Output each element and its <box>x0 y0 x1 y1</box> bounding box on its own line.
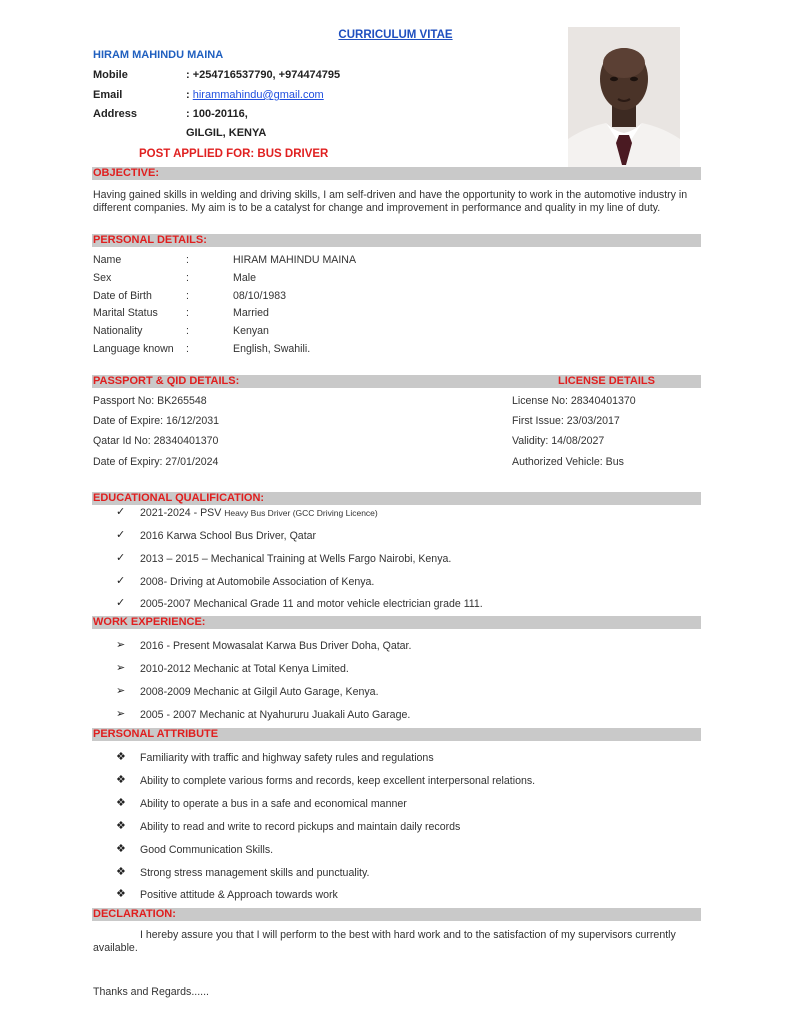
education-item: 2008- Driving at Automobile Association of Kenya. <box>140 576 375 588</box>
check-icon: ✓ <box>116 506 126 518</box>
personal-value: Married <box>233 307 269 319</box>
personal-value: English, Swahili. <box>233 343 311 355</box>
attribute-item: Good Communication Skills. <box>140 844 274 856</box>
contact-label-email: Email <box>93 89 123 101</box>
attribute-item: Ability to read and write to record pickups and maintain daily records <box>140 821 461 833</box>
check-icon: ✓ <box>116 575 126 587</box>
closing-text: Thanks and Regards...... <box>93 986 210 998</box>
check-icon: ✓ <box>116 597 126 609</box>
contact-label-address: Address <box>93 108 138 120</box>
personal-label: Language known <box>93 343 174 355</box>
passport-item: Date of Expiry: 27/01/2024 <box>93 456 219 468</box>
license-item: Authorized Vehicle: Bus <box>512 456 624 468</box>
education-item: 2005-2007 Mechanical Grade 11 and motor vehicle electrician grade 111. <box>140 598 483 610</box>
section-heading-personal-details: PERSONAL DETAILS: <box>93 234 207 246</box>
section-heading-work: WORK EXPERIENCE: <box>93 616 206 628</box>
section-bar-passport-license <box>92 375 701 388</box>
attribute-item: Strong stress management skills and punctuality. <box>140 867 370 879</box>
work-item: 2008-2009 Mechanic at Gilgil Auto Garage, Kenya. <box>140 686 379 698</box>
attribute-item: Familiarity with traffic and highway safety rules and regulations <box>140 752 434 764</box>
education-item-note: Heavy Bus Driver (GCC Driving Licence) <box>224 508 378 518</box>
section-heading-declaration: DECLARATION: <box>93 908 176 920</box>
section-bar-objective <box>92 167 701 180</box>
diamond-icon: ❖ <box>116 797 126 809</box>
personal-colon: : <box>186 254 189 266</box>
personal-colon: : <box>186 307 189 319</box>
contact-value-email <box>186 89 324 101</box>
attribute-item: Ability to operate a bus in a safe and economical manner <box>140 798 407 810</box>
diamond-icon: ❖ <box>116 866 126 878</box>
arrow-icon: ➢ <box>116 662 126 674</box>
contact-value-city: GILGIL, KENYA <box>186 127 267 139</box>
objective-text: Having gained skills in welding and driving skills, I am self-driven and have the opportunity to work in the automotive industry in different companies. My aim is to be a catalyst for change and improvement in performance and quality in my line of duty. <box>93 189 688 214</box>
arrow-icon: ➢ <box>116 639 126 651</box>
declaration-text: I hereby assure you that I will perform to the best with hard work and to the satisfaction of my supervisors currently available. <box>93 929 676 954</box>
section-heading-license: LICENSE DETAILS <box>558 375 655 387</box>
passport-item: Date of Expire: 16/12/2031 <box>93 415 220 427</box>
check-icon: ✓ <box>116 552 126 564</box>
contact-value-mobile: : +254716537790, +974474795 <box>186 69 341 81</box>
license-item: First Issue: 23/03/2017 <box>512 415 620 427</box>
profile-photo <box>568 27 680 167</box>
diamond-icon: ❖ <box>116 888 126 900</box>
personal-colon: : <box>186 290 189 302</box>
section-heading-objective: OBJECTIVE: <box>93 167 160 179</box>
license-item: Validity: 14/08/2027 <box>512 435 605 447</box>
personal-colon: : <box>186 272 189 284</box>
contact-value-address: : 100-20116, <box>186 108 248 120</box>
personal-value: Male <box>233 272 256 284</box>
arrow-icon: ➢ <box>116 685 126 697</box>
check-icon: ✓ <box>116 529 126 541</box>
work-item: 2010-2012 Mechanic at Total Kenya Limited. <box>140 663 349 675</box>
personal-value: 08/10/1983 <box>233 290 287 302</box>
candidate-name: HIRAM MAHINDU MAINA <box>93 49 224 61</box>
personal-value: Kenyan <box>233 325 269 337</box>
personal-colon: : <box>186 325 189 337</box>
diamond-icon: ❖ <box>116 820 126 832</box>
section-bar-education <box>92 492 701 505</box>
personal-label: Sex <box>93 272 112 284</box>
education-item: 2013 – 2015 – Mechanical Training at Wells Fargo Nairobi, Kenya. <box>140 553 452 565</box>
passport-item: Qatar Id No: 28340401370 <box>93 435 219 447</box>
email-link[interactable]: hirammahindu@gmail.com <box>192 89 324 101</box>
arrow-icon: ➢ <box>116 708 126 720</box>
section-bar-work <box>92 616 701 629</box>
personal-value: HIRAM MAHINDU MAINA <box>233 254 357 266</box>
license-item: License No: 28340401370 <box>512 395 636 407</box>
work-item: 2005 - 2007 Mechanic at Nyahururu Juakali Auto Garage. <box>140 709 411 721</box>
section-heading-attribute: PERSONAL ATTRIBUTE <box>93 728 219 740</box>
education-item-main: 2021-2024 - PSV <box>140 507 225 519</box>
work-item: 2016 - Present Mowasalat Karwa Bus Driver Doha, Qatar. <box>140 640 412 652</box>
education-item <box>140 507 378 519</box>
diamond-icon: ❖ <box>116 751 126 763</box>
email-prefix: : <box>186 89 193 101</box>
post-applied: POST APPLIED FOR: BUS DRIVER <box>139 148 329 160</box>
personal-label: Date of Birth <box>93 290 152 302</box>
attribute-item: Positive attitude & Approach towards work <box>140 889 338 901</box>
cv-title: CURRICULUM VITAE <box>338 29 453 41</box>
personal-colon: : <box>186 343 189 355</box>
section-bar-attribute <box>92 728 701 741</box>
section-heading-passport: PASSPORT & QID DETAILS: <box>93 375 240 387</box>
personal-label: Marital Status <box>93 307 158 319</box>
passport-item: Passport No: BK265548 <box>93 395 207 407</box>
contact-label-mobile: Mobile <box>93 69 128 81</box>
personal-label: Nationality <box>93 325 143 337</box>
education-item: 2016 Karwa School Bus Driver, Qatar <box>140 530 317 542</box>
personal-label: Name <box>93 254 122 266</box>
diamond-icon: ❖ <box>116 774 126 786</box>
section-heading-education: EDUCATIONAL QUALIFICATION: <box>93 492 265 504</box>
diamond-icon: ❖ <box>116 843 126 855</box>
section-bar-declaration <box>92 908 701 921</box>
section-bar-personal-details <box>92 234 701 247</box>
attribute-item: Ability to complete various forms and records, keep excellent interpersonal relations. <box>140 775 536 787</box>
